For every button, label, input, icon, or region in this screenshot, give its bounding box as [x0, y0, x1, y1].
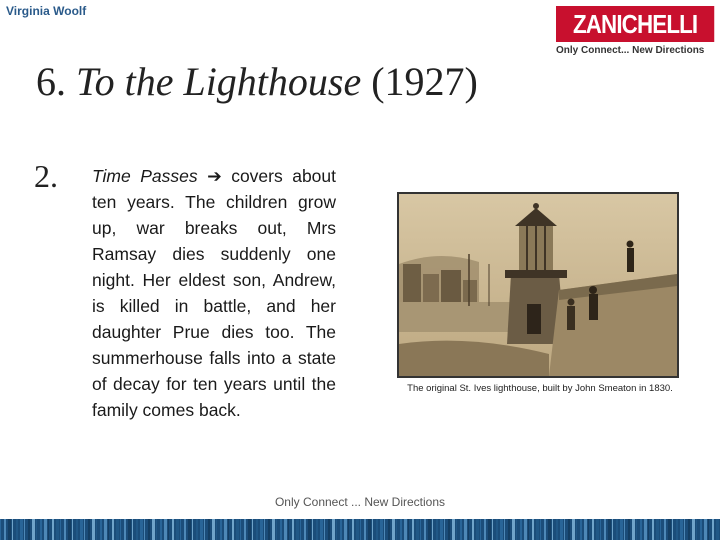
footer-stripes	[0, 519, 720, 540]
author-label: Virginia Woolf	[6, 4, 87, 18]
title-number: 6.	[36, 59, 66, 104]
photo-caption: The original St. Ives lighthouse, built by John Smeaton in 1830.	[407, 383, 673, 394]
section-name: Time Passes	[92, 166, 198, 186]
arrow-icon: ➔	[207, 166, 222, 186]
publisher-logo	[556, 6, 716, 56]
footer-text: Only Connect ... New Directions	[274, 495, 446, 509]
slide-title	[36, 58, 478, 105]
logo-tagline: Only Connect... New Directions	[556, 45, 705, 56]
point-number: 2.	[34, 158, 58, 194]
lighthouse-photo	[397, 192, 679, 378]
body-paragraph	[92, 163, 336, 423]
lighthouse-illustration	[399, 194, 677, 376]
title-year: (1927)	[371, 59, 478, 104]
footer-bar	[0, 519, 720, 540]
title-book: To the Lighthouse	[76, 59, 362, 104]
logo-wordmark: ZANICHELLI	[556, 6, 714, 42]
body-text: covers about ten years. The children grow up, war breaks out, Mrs Ramsay dies suddenly one night. Her eldest son, Andrew, is killed in battle, and her daughter Prue dies too. The summerhouse falls into a state of decay for ten years until the family comes back.	[92, 166, 336, 420]
